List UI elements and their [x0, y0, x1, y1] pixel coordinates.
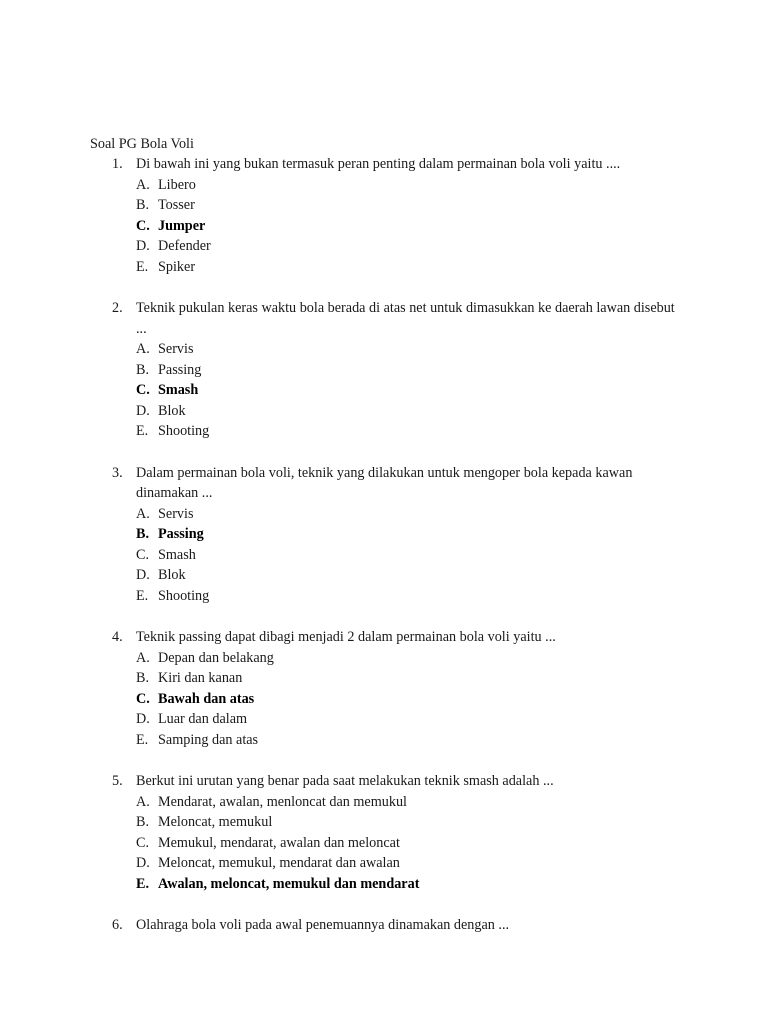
option-text: Jumper	[158, 217, 206, 234]
option-letter: A.	[136, 505, 150, 522]
question-2-option-d	[0, 401, 768, 422]
option-letter: D.	[136, 567, 150, 583]
option-text: Smash	[158, 382, 199, 398]
question-number: 2.	[112, 300, 123, 316]
question-2-option-a	[0, 339, 768, 360]
option-text: Passing	[158, 361, 202, 378]
option-letter: A.	[136, 341, 150, 357]
option-letter: D.	[136, 402, 150, 419]
option-letter: B.	[136, 670, 150, 686]
question-1-option-e	[0, 257, 768, 278]
question-5-option-a	[0, 792, 768, 813]
option-text: Luar dan dalam	[158, 711, 248, 727]
question-2	[0, 298, 768, 442]
question-5	[0, 771, 768, 894]
option-letter: C.	[136, 834, 150, 851]
option-letter: A.	[136, 176, 150, 193]
question-1-option-a	[0, 175, 768, 196]
question-2-option-c	[0, 380, 768, 401]
question-2-option-b	[0, 360, 768, 381]
question-4-option-e	[0, 730, 768, 751]
question-1	[0, 154, 768, 277]
document-title: Soal PG Bola Voli	[90, 136, 194, 152]
option-letter: C.	[136, 217, 150, 234]
option-text: Mendarat, awalan, menloncat dan memukul	[158, 793, 407, 810]
option-letter: C.	[136, 690, 150, 707]
question-number: 3.	[112, 464, 123, 481]
option-text: Servis	[158, 341, 194, 357]
question-3-option-a	[0, 504, 768, 525]
question-number: 1.	[112, 156, 123, 172]
option-text: Defender	[158, 238, 211, 254]
question-4	[0, 627, 768, 750]
question-3-option-b	[0, 524, 768, 545]
question-5-option-d	[0, 853, 768, 874]
question-3-option-c	[0, 545, 768, 566]
question-text: Olahraga bola voli pada awal penemuannya dinamakan dengan ...	[136, 917, 510, 933]
option-text: Shooting	[158, 423, 210, 439]
option-list	[0, 792, 768, 895]
option-text: Servis	[158, 505, 194, 522]
option-text: Samping dan atas	[158, 731, 259, 748]
option-text: Awalan, meloncat, memukul dan mendarat	[158, 875, 420, 892]
option-letter: E.	[136, 587, 149, 604]
option-text: Meloncat, memukul, mendarat dan awalan	[158, 855, 400, 871]
question-4-option-d	[0, 709, 768, 730]
option-letter: D.	[136, 855, 150, 871]
option-text: Memukul, mendarat, awalan dan meloncat	[158, 834, 400, 851]
option-text: Shooting	[158, 587, 210, 604]
option-letter: E.	[136, 258, 149, 275]
option-text: Blok	[158, 567, 186, 583]
option-letter: E.	[136, 875, 150, 892]
question-5-option-c	[0, 833, 768, 854]
question-4-option-b	[0, 668, 768, 689]
question-number: 6.	[112, 917, 123, 933]
option-text: Depan dan belakang	[158, 649, 274, 666]
question-4-option-c	[0, 689, 768, 710]
question-number: 5.	[112, 773, 123, 789]
option-text: Libero	[158, 176, 196, 193]
option-letter: B.	[136, 814, 150, 830]
option-letter: B.	[136, 526, 150, 542]
question-text: Teknik passing dapat dibagi menjadi 2 dalam permainan bola voli yaitu ...	[136, 629, 556, 645]
option-letter: B.	[136, 197, 150, 213]
option-letter: C.	[136, 382, 150, 398]
question-1-option-b	[0, 195, 768, 216]
option-text: Bawah dan atas	[158, 690, 255, 707]
option-letter: D.	[136, 238, 150, 254]
option-text: Kiri dan kanan	[158, 670, 243, 686]
option-letter: E.	[136, 423, 149, 439]
question-4-option-a	[0, 648, 768, 669]
option-list	[0, 648, 768, 751]
question-text: Berkut ini urutan yang benar pada saat melakukan teknik smash adalah ...	[136, 773, 554, 789]
option-text: Passing	[158, 526, 204, 542]
option-text: Tosser	[158, 197, 195, 213]
question-number: 4.	[112, 629, 123, 645]
question-3	[0, 463, 768, 607]
option-letter: E.	[136, 731, 149, 748]
option-text: Spiker	[158, 258, 196, 275]
question-text: Dalam permainan bola voli, teknik yang dilakukan untuk mengoper bola kepada kawan dinamakan ...	[136, 464, 633, 501]
question-1-option-c	[0, 216, 768, 237]
option-list	[0, 504, 768, 607]
option-letter: A.	[136, 793, 150, 810]
question-text: Teknik pukulan keras waktu bola berada di atas net untuk dimasukkan ke daerah lawan disebut ...	[136, 300, 675, 337]
question-6	[0, 915, 768, 936]
option-letter: B.	[136, 361, 150, 378]
option-list	[0, 175, 768, 278]
question-5-option-e	[0, 874, 768, 895]
question-3-option-d	[0, 565, 768, 586]
option-letter: C.	[136, 546, 150, 563]
option-letter: A.	[136, 649, 150, 666]
question-text: Di bawah ini yang bukan termasuk peran penting dalam permainan bola voli yaitu ....	[136, 156, 621, 172]
option-list	[0, 339, 768, 442]
question-1-option-d	[0, 236, 768, 257]
question-list	[0, 154, 768, 957]
option-letter: D.	[136, 711, 150, 727]
option-text: Meloncat, memukul	[158, 814, 273, 830]
question-2-option-e	[0, 421, 768, 442]
question-5-option-b	[0, 812, 768, 833]
question-3-option-e	[0, 586, 768, 607]
option-text: Smash	[158, 546, 196, 563]
option-text: Blok	[158, 402, 186, 419]
